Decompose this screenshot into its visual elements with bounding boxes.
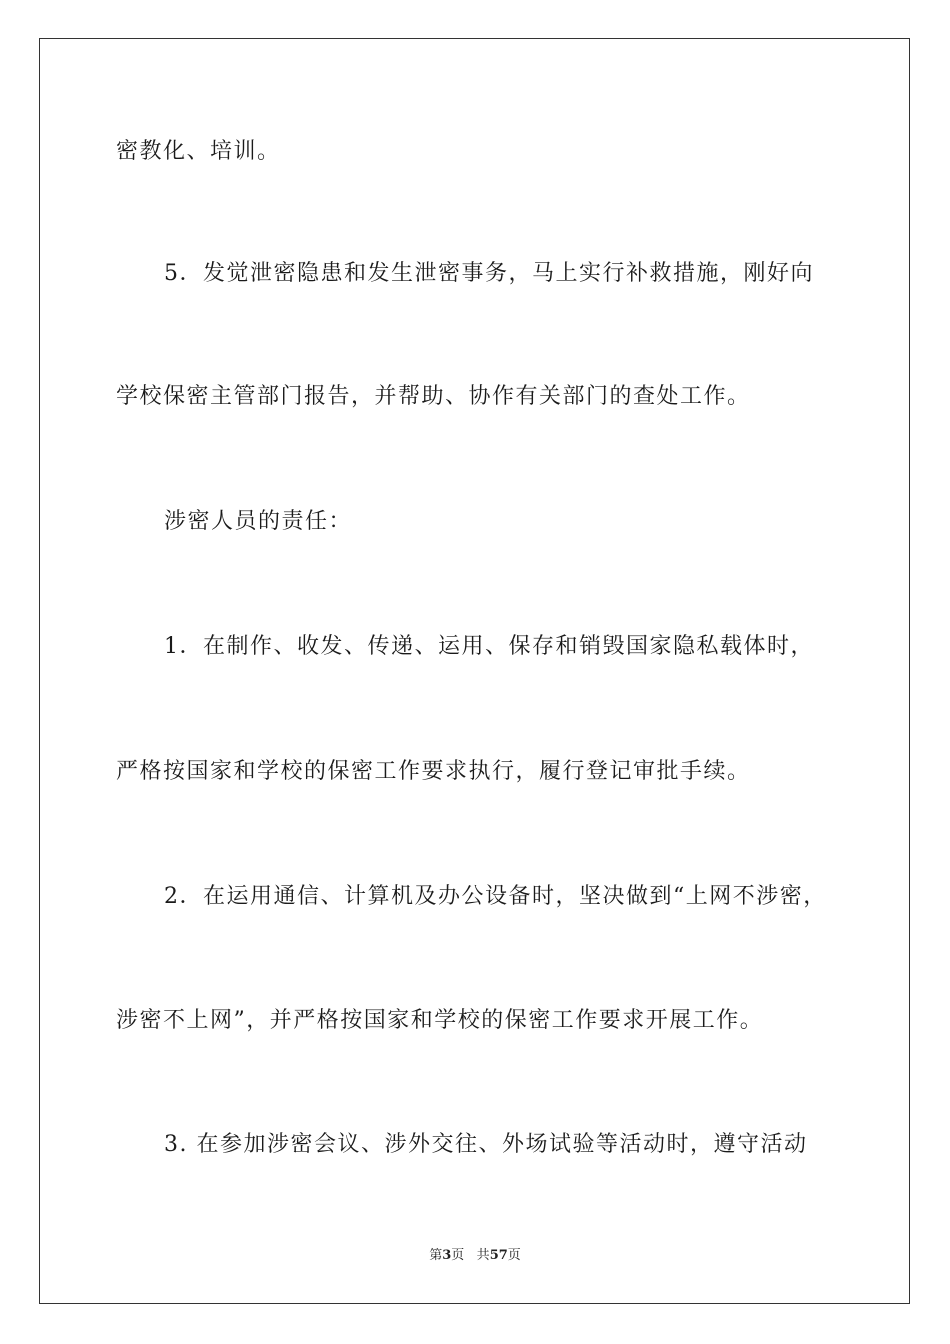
footer-total-suffix: 页 — [507, 1248, 521, 1263]
page-footer — [0, 1247, 950, 1265]
text-line-2: 5．发觉泄密隐患和发生泄密事务，马上实行补救措施，刚好向 — [164, 261, 814, 286]
text-line-7: 2．在运用通信、计算机及办公设备时，坚决做到“上网不涉密， — [164, 884, 827, 909]
footer-page-number: 3 — [442, 1248, 452, 1263]
text-line-9: 3. 在参加涉密会议、涉外交往、外场试验等活动时，遵守活动 — [164, 1132, 808, 1157]
text-line-6: 严格按国家和学校的保密工作要求执行，履行登记审批手续。 — [116, 759, 751, 784]
footer-page-suffix: 页 — [451, 1248, 465, 1263]
text-line-5: 1．在制作、收发、传递、运用、保存和销毁国家隐私载体时， — [164, 634, 814, 659]
text-line-8: 涉密不上网”，并严格按国家和学校的保密工作要求开展工作。 — [116, 1008, 764, 1033]
text-line-1: 密教化、培训。 — [116, 139, 281, 164]
footer-page-prefix: 第 — [429, 1248, 443, 1263]
text-line-3: 学校保密主管部门报告，并帮助、协作有关部门的查处工作。 — [116, 384, 751, 409]
section-heading: 涉密人员的责任： — [164, 509, 353, 534]
page-border — [39, 38, 910, 1304]
footer-total-pages: 57 — [489, 1248, 508, 1263]
footer-total-prefix: 共 — [476, 1248, 490, 1263]
